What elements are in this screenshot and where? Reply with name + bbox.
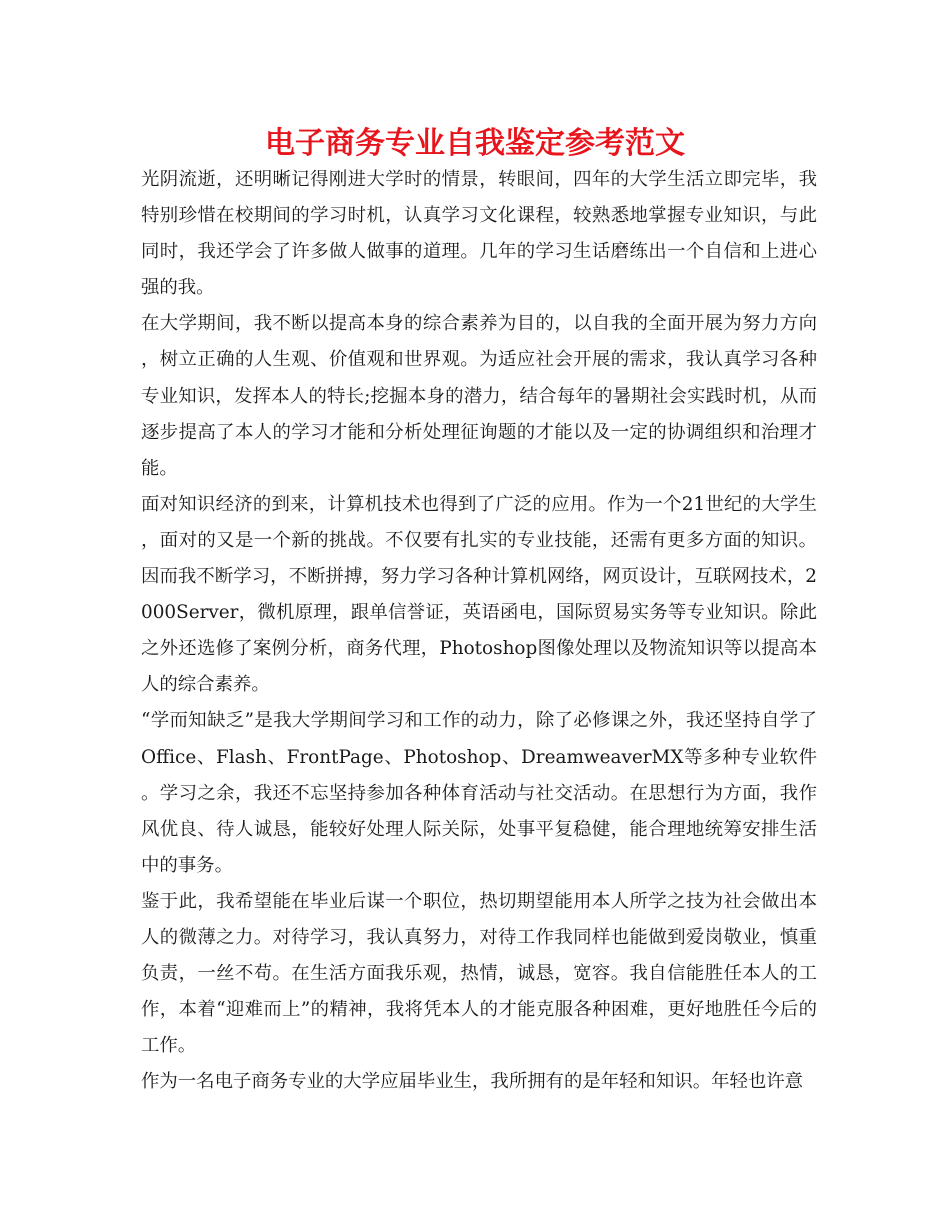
paragraph-5: 鉴于此，我希望能在毕业后谋一个职位，热切期望能用本人所学之技为社会做出本人的微薄之力。对待学习，我认真努力，对待工作我同样也能做到爱岗敬业，慎重负责，一丝不苟。在生活方面我乐观，热情，诚恳，宽容。我自信能胜任本人的工作，本着“迎难而上”的精神，我将凭本人的才能克服各种困难，更好地胜任今后的工作。	[141, 890, 817, 1057]
paragraph-6: 作为一名电子商务专业的大学应届毕业生，我所拥有的是年轻和知识。年轻也许意	[141, 1071, 804, 1093]
paragraph-1: 光阴流逝，还明晰记得刚进大学时的情景，转眼间，四年的大学生活立即完毕，我特别珍惜在校期间的学习时机，认真学习文化课程，较熟悉地掌握专业知识，与此同时，我还学会了许多做人做事的道理。几年的学习生话磨练出一个自信和上进心强的我。	[141, 169, 817, 299]
paragraph-4: “学而知缺乏”是我大学期间学习和工作的动力，除了必修课之外，我还坚持自学了Office、Flash、FrontPage、Photoshop、DreamweaverMX等多种专业软件。学习之余，我还不忘坚持参加各种体育活动与社交活动。在思想行为方面，我作风优良、待人诚恳，能较好处理人际关际，处事平复稳健，能合理地统筹安排生活中的事务。	[141, 710, 817, 876]
paragraph-3: 面对知识经济的到来，计算机技术也得到了广泛的应用。作为一个21世纪的大学生，面对的又是一个新的挑战。不仅要有扎实的专业技能，还需有更多方面的知识。因而我不断学习，不断拼搏，努力学习各种计算机网络，网页设计，互联网技术，2000Server，微机原理，跟单信誉证，英语函电，国际贸易实务等专业知识。除此之外还选修了案例分析，商务代理，Photoshop图像处理以及物流知识等以提高本人的综合素养。	[141, 493, 817, 696]
document-body	[141, 162, 817, 1100]
document-title: 电子商务专业自我鉴定参考范文	[265, 126, 685, 161]
paragraph-2: 在大学期间，我不断以提高本身的综合素养为目的，以自我的全面开展为努力方向，树立正确的人生观、价值观和世界观。为适应社会开展的需求，我认真学习各种专业知识，发挥本人的特长;挖掘本身的潜力，结合每年的暑期社会实践时机，从而逐步提高了本人的学习才能和分析处理征询题的才能以及一定的协调组织和治理才能。	[141, 313, 817, 479]
